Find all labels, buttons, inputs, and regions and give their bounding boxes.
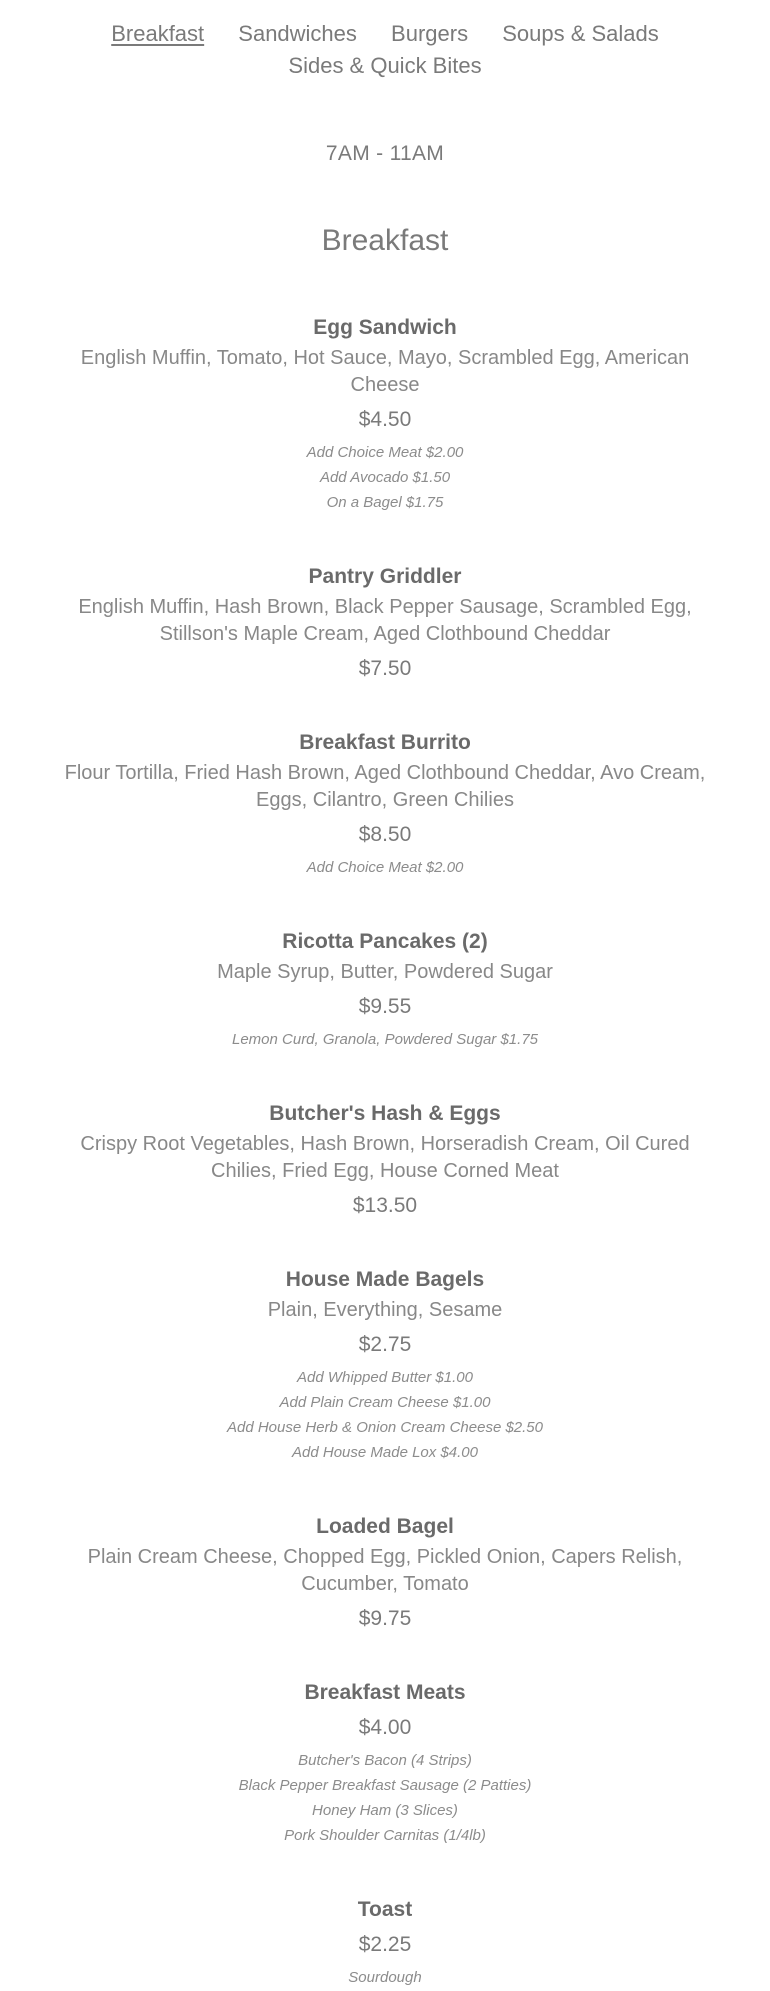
menu-item-description: Flour Tortilla, Fried Hash Brown, Aged Clothbound Cheddar, Avo Cream, Eggs, Cilantro, Green Chilies bbox=[64, 762, 706, 811]
menu-item-addon: Honey Ham (3 Slices) bbox=[312, 1802, 458, 1819]
menu-item-addons bbox=[48, 1748, 722, 1848]
menu-item-description: Plain, Everything, Sesame bbox=[267, 1299, 503, 1321]
menu-item-addon: Black Pepper Breakfast Sausage (2 Patties) bbox=[238, 1777, 532, 1794]
menu-item-name: Pantry Griddler bbox=[308, 565, 462, 588]
menu-item-name: Egg Sandwich bbox=[313, 316, 457, 339]
menu-item-addon: Add Choice Meat $2.00 bbox=[306, 444, 464, 461]
menu-item-addon: On a Bagel $1.75 bbox=[326, 494, 444, 511]
menu-item-description: Maple Syrup, Butter, Powdered Sugar bbox=[217, 961, 553, 983]
nav-item-sandwiches[interactable]: Sandwiches bbox=[238, 21, 357, 46]
menu-item-price: $13.50 bbox=[352, 1194, 418, 1217]
menu-item-addon: Add Choice Meat $2.00 bbox=[306, 859, 464, 876]
menu-item-addon: Add Avocado $1.50 bbox=[319, 469, 451, 486]
nav-item-burgers[interactable]: Burgers bbox=[391, 21, 469, 46]
menu-item-price: $9.75 bbox=[358, 1607, 412, 1630]
menu-item-price: $2.75 bbox=[358, 1333, 412, 1356]
menu-item-addon: Add House Made Lox $4.00 bbox=[292, 1444, 478, 1461]
menu-item bbox=[0, 1896, 770, 1990]
nav-row-2 bbox=[0, 50, 770, 82]
menu-item-price: $8.50 bbox=[358, 823, 412, 846]
menu-item-description: Crispy Root Vegetables, Hash Brown, Horseradish Cream, Oil Cured Chilies, Fried Egg, House Corned Meat bbox=[80, 1133, 690, 1182]
menu-item-addons bbox=[48, 855, 722, 880]
menu-item-name: Loaded Bagel bbox=[316, 1515, 454, 1538]
menu-item bbox=[0, 729, 770, 880]
menu-item bbox=[0, 1100, 770, 1218]
nav-item-soups-salads[interactable]: Soups & Salads bbox=[502, 21, 659, 46]
menu-item bbox=[0, 563, 770, 681]
menu-item-description: Plain Cream Cheese, Chopped Egg, Pickled Onion, Capers Relish, Cucumber, Tomato bbox=[87, 1546, 683, 1595]
menu-items bbox=[0, 314, 770, 1990]
menu-item-addon: Lemon Curd, Granola, Powdered Sugar $1.75 bbox=[231, 1031, 539, 1048]
menu-item bbox=[0, 314, 770, 515]
menu-item bbox=[0, 1266, 770, 1465]
menu-item-addons bbox=[48, 1965, 722, 1990]
category-nav bbox=[0, 0, 770, 82]
menu-item-addon: Sourdough bbox=[348, 1969, 422, 1986]
menu-item-price: $4.00 bbox=[358, 1716, 412, 1739]
menu-item bbox=[0, 928, 770, 1052]
menu-item-price: $2.25 bbox=[358, 1933, 412, 1956]
menu-item-price: $9.55 bbox=[358, 995, 412, 1018]
menu-item-name: Breakfast Meats bbox=[304, 1681, 466, 1704]
menu-item-addon: Add Plain Cream Cheese $1.00 bbox=[279, 1394, 491, 1411]
section-title: Breakfast bbox=[321, 224, 449, 257]
menu-item-addon: Butcher's Bacon (4 Strips) bbox=[298, 1752, 472, 1769]
menu-item-addons bbox=[48, 440, 722, 515]
nav-item-breakfast[interactable]: Breakfast bbox=[111, 21, 205, 46]
menu-item bbox=[0, 1679, 770, 1848]
nav-item-sides-quick-bites[interactable]: Sides & Quick Bites bbox=[288, 53, 482, 78]
menu-item-name: Toast bbox=[357, 1898, 413, 1921]
menu-item-description: English Muffin, Hash Brown, Black Pepper Sausage, Scrambled Egg, Stillson's Maple Cream, Aged Clothbound Cheddar bbox=[78, 596, 692, 645]
menu-item-addon: Pork Shoulder Carnitas (1/4lb) bbox=[284, 1827, 486, 1844]
menu-item-addon: Add Whipped Butter $1.00 bbox=[297, 1369, 473, 1386]
menu-item-description: English Muffin, Tomato, Hot Sauce, Mayo, Scrambled Egg, American Cheese bbox=[80, 347, 690, 396]
menu-item-name: Ricotta Pancakes (2) bbox=[282, 930, 488, 953]
menu-item-addons bbox=[48, 1365, 722, 1465]
menu-item-addons bbox=[48, 1027, 722, 1052]
menu-item-name: House Made Bagels bbox=[285, 1268, 485, 1291]
menu-item-name: Breakfast Burrito bbox=[299, 731, 471, 754]
nav-row-1 bbox=[0, 18, 770, 50]
service-hours: 7AM - 11AM bbox=[325, 142, 445, 165]
menu-item-price: $4.50 bbox=[358, 408, 412, 431]
menu-item-addon: Add House Herb & Onion Cream Cheese $2.50 bbox=[226, 1419, 543, 1436]
menu-item-name: Butcher's Hash & Eggs bbox=[269, 1102, 501, 1125]
menu-item bbox=[0, 1513, 770, 1631]
menu-item-price: $7.50 bbox=[358, 657, 412, 680]
